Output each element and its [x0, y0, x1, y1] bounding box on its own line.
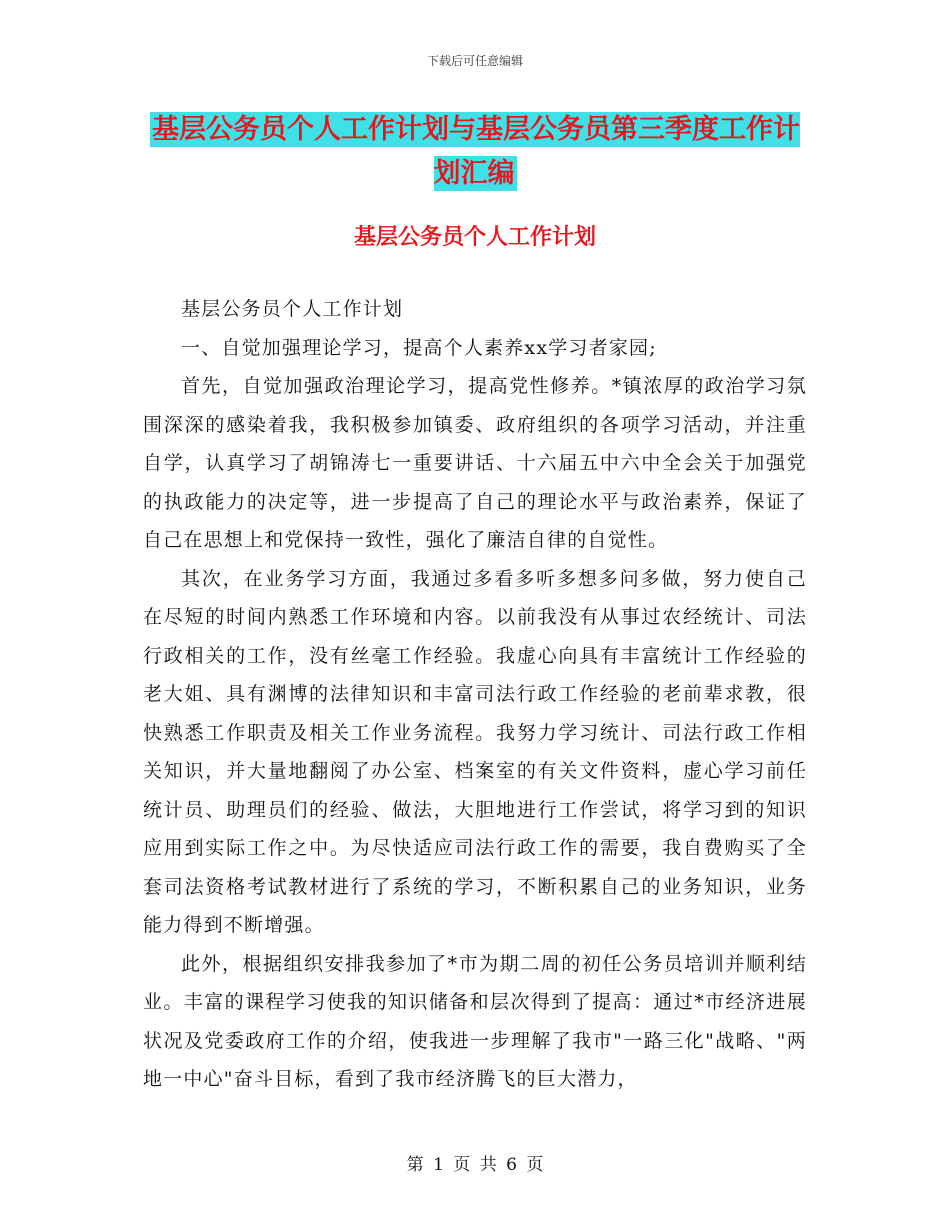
- paragraph: 首先，自觉加强政治理论学习，提高党性修养。*镇浓厚的政治学习氛围深深的感染着我，我积极参加镇委、政府组织的各项学习活动，并注重自学，认真学习了胡锦涛七一重要讲话、十六届五中六中全会关于加强党的执政能力的决定等，进一步提高了自己的理论水平与政治素养，保证了自己在思想上和党保持一致性，强化了廉洁自律的自觉性。: [143, 375, 807, 551]
- paragraph: 此外，根据组织安排我参加了*市为期二周的初任公务员培训并顺利结业。丰富的课程学习使我的知识储备和层次得到了提高：通过*市经济进展状况及党委政府工作的介绍，使我进一步理解了我市"一路三化"战略、"两地一中心"奋斗目标，看到了我市经济腾飞的巨大潜力，: [143, 952, 807, 1090]
- document-body: [143, 290, 807, 1099]
- document-title-text: 基层公务员个人工作计划与基层公务员第三季度工作计划汇编: [152, 114, 800, 189]
- paragraph-heading-1: 一、自觉加强理论学习，提高个人素养xx学习者家园;: [181, 336, 657, 359]
- paragraph: 其次，在业务学习方面，我通过多看多听多想多问多做，努力使自己在尽短的时间内熟悉工作环境和内容。以前我没有从事过农经统计、司法行政相关的工作，没有丝毫工作经验。我虚心向具有丰富统计工作经验的老大姐、具有渊博的法律知识和丰富司法行政工作经验的老前辈求教，很快熟悉工作职责及相关工作业务流程。我努力学习统计、司法行政工作相关知识，并大量地翻阅了办公室、档案室的有关文件资料，虚心学习前任统计员、助理员们的经验、做法，大胆地进行工作尝试，将学习到的知识应用到实际工作之中。为尽快适应司法行政工作的需要，我自费购买了全套司法资格考试教材进行了系统的学习，不断积累自己的业务知识，业务能力得到不断增强。: [143, 567, 807, 936]
- paragraph-subtitle: 基层公务员个人工作计划: [181, 298, 404, 320]
- document-title: [150, 108, 800, 196]
- page-indicator: 第 1 页 共 6 页: [406, 1155, 544, 1175]
- section-title: 基层公务员个人工作计划: [353, 225, 596, 250]
- header-note: 下载后可任意编辑: [426, 54, 523, 68]
